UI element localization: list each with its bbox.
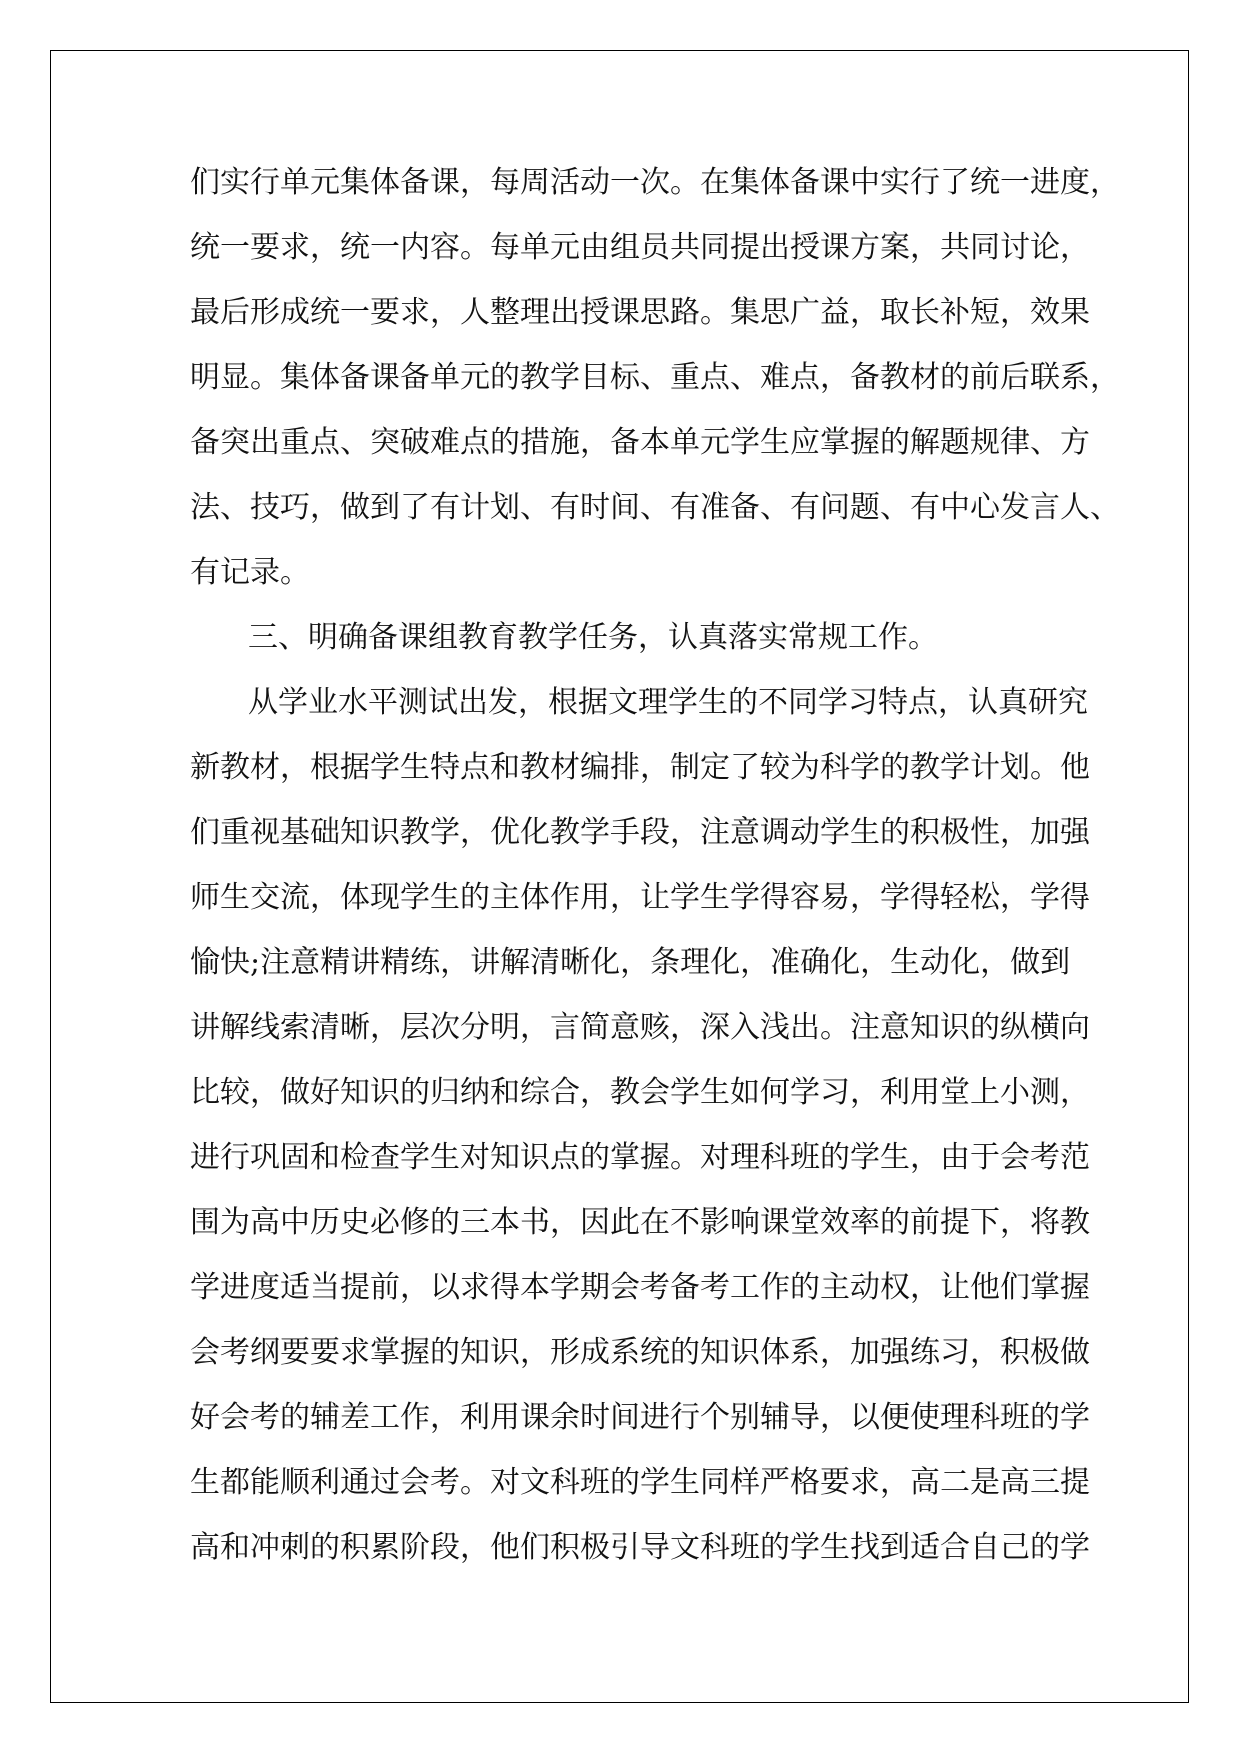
- text-line: 好会考的辅差工作，利用课余时间进行个别辅导，以便使理科班的学: [190, 1400, 1090, 1435]
- text-line: 比较，做好知识的归纳和综合，教会学生如何学习，利用堂上小测，: [190, 1075, 1090, 1110]
- text-line: 统一要求，统一内容。每单元由组员共同提出授课方案，共同讨论，: [190, 230, 1090, 265]
- text-line: 围为高中历史必修的三本书，因此在不影响课堂效率的前提下，将教: [190, 1205, 1090, 1240]
- text-line: 生都能顺利通过会考。对文科班的学生同样严格要求，高二是高三提: [190, 1465, 1090, 1500]
- text-line: 进行巩固和检查学生对知识点的掌握。对理科班的学生，由于会考范: [190, 1140, 1090, 1175]
- text-line: 会考纲要要求掌握的知识，形成系统的知识体系，加强练习，积极做: [190, 1335, 1090, 1370]
- text-line: 最后形成统一要求，人整理出授课思路。集思广益，取长补短，效果: [190, 295, 1090, 330]
- text-line: 高和冲刺的积累阶段，他们积极引导文科班的学生找到适合自己的学: [190, 1530, 1090, 1565]
- text-line: 明显。集体备课备单元的教学目标、重点、难点，备教材的前后联系，: [190, 360, 1120, 395]
- text-line: 们重视基础知识教学，优化教学手段，注意调动学生的积极性，加强: [190, 815, 1090, 850]
- text-line: 新教材，根据学生特点和教材编排，制定了较为科学的教学计划。他: [190, 750, 1090, 785]
- text-line: 讲解线索清晰，层次分明，言简意赅，深入浅出。注意知识的纵横向: [190, 1010, 1090, 1045]
- text-line: 们实行单元集体备课，每周活动一次。在集体备课中实行了统一进度，: [190, 165, 1120, 200]
- text-line: 学进度适当提前，以求得本学期会考备考工作的主动权，让他们掌握: [190, 1270, 1090, 1305]
- text-line: 师生交流，体现学生的主体作用，让学生学得容易，学得轻松，学得: [190, 880, 1090, 915]
- section-heading: 三、明确备课组教育教学任务，认真落实常规工作。: [248, 620, 938, 655]
- document-body: [190, 150, 1120, 1580]
- text-line: 从学业水平测试出发，根据文理学生的不同学习特点，认真研究: [248, 685, 1088, 720]
- text-line: 法、技巧，做到了有计划、有时间、有准备、有问题、有中心发言人、: [190, 490, 1120, 525]
- text-line: 愉快;注意精讲精练，讲解清晰化，条理化，准确化，生动化，做到: [190, 945, 1071, 980]
- text-line: 有记录。: [190, 555, 310, 590]
- text-line: 备突出重点、突破难点的措施，备本单元学生应掌握的解题规律、方: [190, 425, 1090, 460]
